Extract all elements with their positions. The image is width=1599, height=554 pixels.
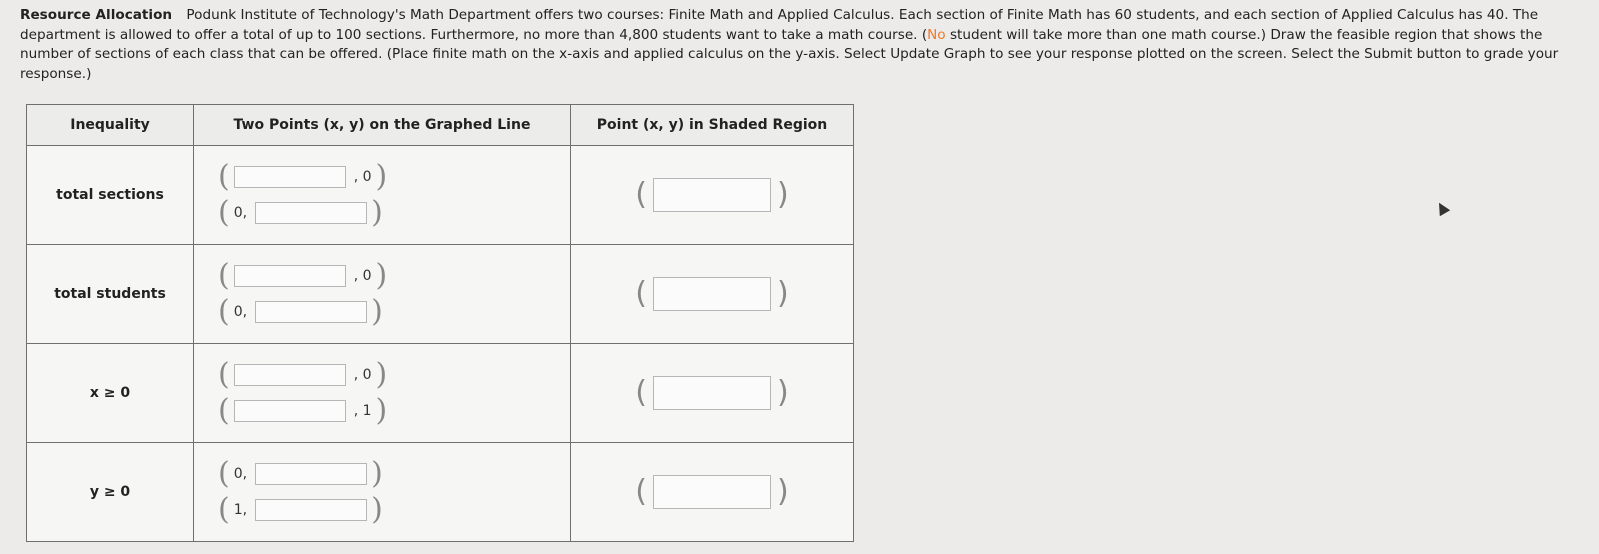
sections-point1-x-input[interactable]: [234, 166, 346, 188]
header-two-points: Two Points (x, y) on the Graphed Line: [194, 105, 571, 146]
point2-pair: ( 0, ): [218, 294, 383, 329]
y-nonneg-shaded-point-input[interactable]: [653, 475, 771, 509]
students-point1-x-input[interactable]: [234, 265, 346, 287]
students-point2-fixed-x: 0,: [233, 304, 248, 320]
students-point2-y-input[interactable]: [255, 301, 367, 323]
row-label-x-nonneg: x ≥ 0: [27, 344, 194, 443]
row-label-y-nonneg: y ≥ 0: [27, 443, 194, 542]
point1-pair: ( , 0 ): [218, 159, 388, 194]
x-nonneg-shaded-point-input[interactable]: [653, 376, 771, 410]
point1-pair: ( 0, ): [218, 456, 383, 491]
y-nonneg-point2-fixed-x: 1,: [233, 502, 248, 518]
point1-pair: ( , 0 ): [218, 357, 388, 392]
sections-point1-fixed-y: , 0: [353, 169, 372, 185]
problem-text: Podunk Institute of Technology's Math Department offers two courses: Finite Math and Applied Calculus. Each section of Finite Math has 60 students, and each section of Applied Calculus has 40. The department is allowed to offer a total of up to 100 sections. Furthermore, no more than 4,800 students want to take a math course. (: [20, 7, 1539, 43]
table-header-row: [27, 105, 854, 146]
x-nonneg-point2-fixed-y: , 1: [353, 403, 372, 419]
header-inequality: Inequality: [27, 105, 194, 146]
sections-point2-fixed-x: 0,: [233, 205, 248, 221]
y-nonneg-point1-fixed-x: 0,: [233, 466, 248, 482]
y-nonneg-point1-y-input[interactable]: [255, 463, 367, 485]
students-point1-fixed-y: , 0: [353, 268, 372, 284]
point2-pair: ( 0, ): [218, 195, 383, 230]
problem-statement: [20, 6, 1560, 84]
problem-text-rest: student will take more than one math course.) Draw the feasible region that shows the number of sections of each class that can be offered. (Place finite math on the x-axis and applied calculus on the y-axis. Select Update Graph to see your response plotted on the screen. Select the Submit button to grade your response.): [20, 26, 1559, 82]
row-label-total-sections: total sections: [27, 146, 194, 245]
point2-pair: ( 1, ): [218, 492, 383, 527]
row-label-total-students: total students: [27, 245, 194, 344]
x-nonneg-point2-x-input[interactable]: [234, 400, 346, 422]
sections-point2-y-input[interactable]: [255, 202, 367, 224]
students-shaded-point-input[interactable]: [653, 277, 771, 311]
x-nonneg-point1-fixed-y: , 0: [353, 367, 372, 383]
table-row: [27, 146, 854, 245]
problem-title: Resource Allocation: [20, 7, 173, 23]
y-nonneg-point2-y-input[interactable]: [255, 499, 367, 521]
shaded-point-pair: ( ): [635, 375, 789, 410]
header-shaded-point: Point (x, y) in Shaded Region: [571, 105, 854, 146]
problem-note: No: [927, 26, 946, 43]
table-row: [27, 245, 854, 344]
table-row: [27, 344, 854, 443]
shaded-point-pair: ( ): [635, 276, 789, 311]
inequality-table: [26, 104, 854, 542]
table-row: [27, 443, 854, 542]
point1-pair: ( , 0 ): [218, 258, 388, 293]
x-nonneg-point1-x-input[interactable]: [234, 364, 346, 386]
sections-shaded-point-input[interactable]: [653, 178, 771, 212]
point2-pair: ( , 1 ): [218, 393, 388, 428]
mouse-cursor-icon: [1434, 200, 1450, 216]
shaded-point-pair: ( ): [635, 474, 789, 509]
shaded-point-pair: ( ): [635, 177, 789, 212]
